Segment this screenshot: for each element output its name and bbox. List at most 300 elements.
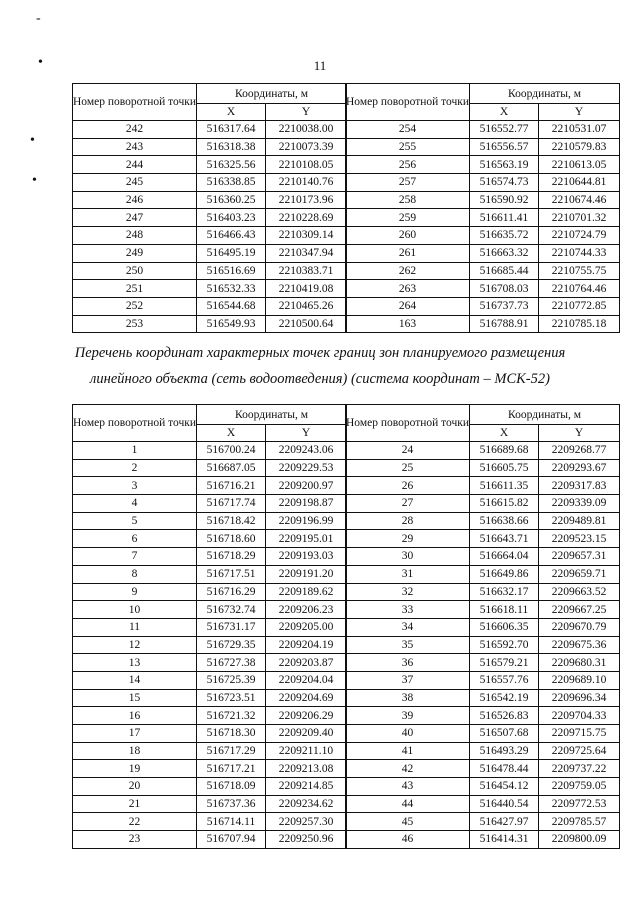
point-number: 10 [73, 601, 197, 619]
table-row [346, 244, 620, 262]
coordinates-table-1 [72, 83, 347, 333]
coord-y: 2209675.36 [539, 636, 620, 654]
table-row [346, 495, 620, 513]
coord-y: 2209198.87 [266, 495, 347, 513]
coord-x: 516542.19 [470, 689, 539, 707]
table-row [346, 565, 620, 583]
header-y: Y [266, 425, 347, 442]
point-number: 21 [73, 795, 197, 813]
table-row [73, 315, 347, 333]
coord-y: 2210701.32 [539, 209, 620, 227]
coord-x: 516732.74 [197, 601, 266, 619]
coord-y: 2209234.62 [266, 795, 347, 813]
coord-y: 2209696.34 [539, 689, 620, 707]
coord-y: 2209659.71 [539, 565, 620, 583]
header-coordinates: Координаты, м [470, 84, 620, 104]
point-number: 37 [346, 671, 470, 689]
point-number: 252 [73, 297, 197, 315]
table-row [73, 618, 347, 636]
point-number: 246 [73, 191, 197, 209]
coord-y: 2210755.75 [539, 262, 620, 280]
point-number: 263 [346, 280, 470, 298]
coord-y: 2210644.81 [539, 174, 620, 192]
coord-y: 2209680.31 [539, 654, 620, 672]
coord-x: 516318.38 [197, 138, 266, 156]
header-coordinates: Координаты, м [197, 84, 347, 104]
coord-x: 516716.29 [197, 583, 266, 601]
table-row [346, 742, 620, 760]
header-x: X [197, 425, 266, 442]
coord-y: 2210579.83 [539, 138, 620, 156]
coord-y: 2209213.08 [266, 760, 347, 778]
coord-y: 2210073.39 [266, 138, 347, 156]
point-number: 4 [73, 495, 197, 513]
table-row [73, 831, 347, 849]
coord-x: 516549.93 [197, 315, 266, 333]
coord-x: 516556.57 [470, 138, 539, 156]
coord-x: 516414.31 [470, 831, 539, 849]
header-y: Y [539, 425, 620, 442]
point-number: 46 [346, 831, 470, 849]
point-number: 5 [73, 512, 197, 530]
coord-y: 2209715.75 [539, 725, 620, 743]
point-number: 259 [346, 209, 470, 227]
coord-x: 516615.82 [470, 495, 539, 513]
coord-x: 516325.56 [197, 156, 266, 174]
table-row [73, 548, 347, 566]
coord-y: 2209800.09 [539, 831, 620, 849]
point-number: 38 [346, 689, 470, 707]
coord-x: 516544.68 [197, 297, 266, 315]
point-number: 256 [346, 156, 470, 174]
table-row [346, 725, 620, 743]
coord-y: 2210531.07 [539, 121, 620, 139]
coord-y: 2209209.40 [266, 725, 347, 743]
coord-x: 516478.44 [470, 760, 539, 778]
coord-y: 2209268.77 [539, 442, 620, 460]
coord-y: 2209195.01 [266, 530, 347, 548]
table-row [73, 707, 347, 725]
point-number: 245 [73, 174, 197, 192]
coord-x: 516687.05 [197, 459, 266, 477]
point-number: 13 [73, 654, 197, 672]
point-number: 261 [346, 244, 470, 262]
table-row [346, 138, 620, 156]
table-row [346, 191, 620, 209]
coord-y: 2209196.99 [266, 512, 347, 530]
point-number: 33 [346, 601, 470, 619]
coordinates-table-4 [345, 404, 620, 849]
table-row [73, 244, 347, 262]
coord-y: 2210108.05 [266, 156, 347, 174]
coordinates-table-2 [345, 83, 620, 333]
coord-x: 516605.75 [470, 459, 539, 477]
table-row [73, 280, 347, 298]
coord-x: 516440.54 [470, 795, 539, 813]
coord-x: 516574.73 [470, 174, 539, 192]
coord-y: 2209489.81 [539, 512, 620, 530]
point-number: 20 [73, 778, 197, 796]
table-row [73, 191, 347, 209]
point-number: 25 [346, 459, 470, 477]
coord-x: 516632.17 [470, 583, 539, 601]
table-row [73, 671, 347, 689]
coord-x: 516708.03 [470, 280, 539, 298]
point-number: 40 [346, 725, 470, 743]
coord-x: 516725.39 [197, 671, 266, 689]
header-coordinates: Координаты, м [470, 405, 620, 425]
point-number: 251 [73, 280, 197, 298]
coord-x: 516718.29 [197, 548, 266, 566]
table-row [73, 795, 347, 813]
table-row [346, 209, 620, 227]
coord-y: 2209206.29 [266, 707, 347, 725]
coord-x: 516454.12 [470, 778, 539, 796]
point-number: 36 [346, 654, 470, 672]
point-number: 250 [73, 262, 197, 280]
coord-y: 2209737.22 [539, 760, 620, 778]
coord-y: 2209785.57 [539, 813, 620, 831]
coord-y: 2209523.15 [539, 530, 620, 548]
point-number: 1 [73, 442, 197, 460]
coord-y: 2209293.67 [539, 459, 620, 477]
coord-x: 516718.30 [197, 725, 266, 743]
header-point-number: Номер поворотной точки [73, 84, 197, 121]
coord-x: 516727.38 [197, 654, 266, 672]
coord-x: 516611.41 [470, 209, 539, 227]
coord-y: 2209317.83 [539, 477, 620, 495]
table-row [73, 297, 347, 315]
coord-x: 516717.29 [197, 742, 266, 760]
table-row [73, 760, 347, 778]
table-row [73, 512, 347, 530]
margin-mark: • [30, 133, 35, 148]
coord-x: 516552.77 [470, 121, 539, 139]
margin-mark: - [36, 11, 41, 26]
point-number: 42 [346, 760, 470, 778]
coord-x: 516495.19 [197, 244, 266, 262]
point-number: 243 [73, 138, 197, 156]
coord-y: 2209725.64 [539, 742, 620, 760]
coord-y: 2209663.52 [539, 583, 620, 601]
table-row [346, 671, 620, 689]
table-row [73, 495, 347, 513]
coord-x: 516592.70 [470, 636, 539, 654]
coord-x: 516689.68 [470, 442, 539, 460]
table-row [73, 174, 347, 192]
point-number: 19 [73, 760, 197, 778]
coord-x: 516717.51 [197, 565, 266, 583]
coord-y: 2209189.62 [266, 583, 347, 601]
coord-x: 516317.64 [197, 121, 266, 139]
point-number: 39 [346, 707, 470, 725]
table-row [73, 209, 347, 227]
table-row [73, 654, 347, 672]
table-row [346, 831, 620, 849]
coord-y: 2209193.03 [266, 548, 347, 566]
coord-y: 2209257.30 [266, 813, 347, 831]
point-number: 18 [73, 742, 197, 760]
coord-y: 2209667.25 [539, 601, 620, 619]
table-row [346, 297, 620, 315]
point-number: 27 [346, 495, 470, 513]
table-row [346, 442, 620, 460]
coord-x: 516721.32 [197, 707, 266, 725]
table-row [73, 742, 347, 760]
point-number: 17 [73, 725, 197, 743]
table-row [73, 725, 347, 743]
coord-x: 516635.72 [470, 227, 539, 245]
table-row [73, 530, 347, 548]
coord-y: 2209250.96 [266, 831, 347, 849]
coord-x: 516718.42 [197, 512, 266, 530]
coord-x: 516664.04 [470, 548, 539, 566]
table-row [346, 618, 620, 636]
coord-x: 516526.83 [470, 707, 539, 725]
coord-x: 516723.51 [197, 689, 266, 707]
coord-x: 516717.21 [197, 760, 266, 778]
point-number: 249 [73, 244, 197, 262]
header-y: Y [539, 104, 620, 121]
table-row [73, 477, 347, 495]
header-point-number: Номер поворотной точки [346, 405, 470, 442]
point-number: 258 [346, 191, 470, 209]
margin-mark: • [32, 173, 37, 188]
coord-y: 2210173.96 [266, 191, 347, 209]
coord-x: 516618.11 [470, 601, 539, 619]
coord-x: 516718.09 [197, 778, 266, 796]
coord-y: 2210724.79 [539, 227, 620, 245]
point-number: 264 [346, 297, 470, 315]
point-number: 45 [346, 813, 470, 831]
table-row [73, 778, 347, 796]
coord-y: 2209204.69 [266, 689, 347, 707]
point-number: 26 [346, 477, 470, 495]
point-number: 253 [73, 315, 197, 333]
coord-x: 516649.86 [470, 565, 539, 583]
point-number: 34 [346, 618, 470, 636]
point-number: 28 [346, 512, 470, 530]
coord-y: 2210347.94 [266, 244, 347, 262]
coord-y: 2209772.53 [539, 795, 620, 813]
table-row [346, 530, 620, 548]
table-row [346, 548, 620, 566]
coord-x: 516532.33 [197, 280, 266, 298]
coord-y: 2209670.79 [539, 618, 620, 636]
coord-x: 516590.92 [470, 191, 539, 209]
coord-y: 2210419.08 [266, 280, 347, 298]
caption-line-2: линейного объекта (сеть водоотведения) (система координат – МСК-52) [90, 371, 550, 387]
coord-x: 516606.35 [470, 618, 539, 636]
coord-x: 516663.32 [470, 244, 539, 262]
table-row [346, 315, 620, 333]
table-row [346, 813, 620, 831]
table-row [346, 227, 620, 245]
table-row [346, 459, 620, 477]
table-row [73, 565, 347, 583]
table-row [73, 459, 347, 477]
header-x: X [470, 425, 539, 442]
page-number: 11 [313, 58, 327, 73]
table-row [73, 262, 347, 280]
coord-y: 2209339.09 [539, 495, 620, 513]
coord-y: 2210038.00 [266, 121, 347, 139]
point-number: 9 [73, 583, 197, 601]
table-row [73, 689, 347, 707]
point-number: 32 [346, 583, 470, 601]
point-number: 3 [73, 477, 197, 495]
coord-x: 516643.71 [470, 530, 539, 548]
coord-x: 516403.23 [197, 209, 266, 227]
coord-x: 516611.35 [470, 477, 539, 495]
coord-y: 2210383.71 [266, 262, 347, 280]
table-row [73, 156, 347, 174]
coord-y: 2209657.31 [539, 548, 620, 566]
caption-line-1: Перечень координат характерных точек границ зон планируемого размещения [74, 345, 566, 361]
point-number: 12 [73, 636, 197, 654]
coord-y: 2209689.10 [539, 671, 620, 689]
header-point-number: Номер поворотной точки [73, 405, 197, 442]
point-number: 44 [346, 795, 470, 813]
table-row [346, 512, 620, 530]
coord-x: 516737.73 [470, 297, 539, 315]
coord-y: 2209214.85 [266, 778, 347, 796]
table-row [73, 813, 347, 831]
coord-x: 516338.85 [197, 174, 266, 192]
coord-x: 516685.44 [470, 262, 539, 280]
table-row [346, 262, 620, 280]
table-row [346, 601, 620, 619]
point-number: 15 [73, 689, 197, 707]
point-number: 11 [73, 618, 197, 636]
coord-x: 516714.11 [197, 813, 266, 831]
point-number: 31 [346, 565, 470, 583]
coord-y: 2209759.05 [539, 778, 620, 796]
point-number: 260 [346, 227, 470, 245]
header-x: X [197, 104, 266, 121]
table-row [346, 583, 620, 601]
point-number: 14 [73, 671, 197, 689]
coord-y: 2209704.33 [539, 707, 620, 725]
margin-mark: • [38, 55, 43, 70]
table-row [73, 121, 347, 139]
point-number: 8 [73, 565, 197, 583]
header-x: X [470, 104, 539, 121]
coord-y: 2209243.06 [266, 442, 347, 460]
coord-x: 516717.74 [197, 495, 266, 513]
table-row [73, 583, 347, 601]
coord-y: 2210613.05 [539, 156, 620, 174]
coordinates-table-3 [72, 404, 347, 849]
point-number: 29 [346, 530, 470, 548]
point-number: 24 [346, 442, 470, 460]
coord-y: 2209204.19 [266, 636, 347, 654]
coord-x: 516493.29 [470, 742, 539, 760]
coord-y: 2210744.33 [539, 244, 620, 262]
coord-y: 2210500.64 [266, 315, 347, 333]
table-row [73, 601, 347, 619]
coord-x: 516579.21 [470, 654, 539, 672]
coord-x: 516716.21 [197, 477, 266, 495]
coord-x: 516507.68 [470, 725, 539, 743]
header-y: Y [266, 104, 347, 121]
table-row [346, 280, 620, 298]
coord-y: 2209200.97 [266, 477, 347, 495]
coord-y: 2210309.14 [266, 227, 347, 245]
table-row [73, 138, 347, 156]
coord-x: 516788.91 [470, 315, 539, 333]
table-row [346, 654, 620, 672]
point-number: 2 [73, 459, 197, 477]
point-number: 254 [346, 121, 470, 139]
point-number: 248 [73, 227, 197, 245]
coord-y: 2210140.76 [266, 174, 347, 192]
table-row [346, 760, 620, 778]
point-number: 43 [346, 778, 470, 796]
table-row [346, 156, 620, 174]
table-row [73, 636, 347, 654]
coord-x: 516360.25 [197, 191, 266, 209]
point-number: 262 [346, 262, 470, 280]
table-row [346, 477, 620, 495]
table-row [346, 121, 620, 139]
coord-x: 516563.19 [470, 156, 539, 174]
point-number: 7 [73, 548, 197, 566]
coord-y: 2209211.10 [266, 742, 347, 760]
coord-y: 2210228.69 [266, 209, 347, 227]
coord-y: 2209205.00 [266, 618, 347, 636]
coord-x: 516737.36 [197, 795, 266, 813]
coord-y: 2210785.18 [539, 315, 620, 333]
coord-x: 516466.43 [197, 227, 266, 245]
table-row [73, 227, 347, 245]
coord-x: 516731.17 [197, 618, 266, 636]
table-row [346, 795, 620, 813]
point-number: 257 [346, 174, 470, 192]
coord-x: 516557.76 [470, 671, 539, 689]
coord-y: 2209191.20 [266, 565, 347, 583]
coord-y: 2210764.46 [539, 280, 620, 298]
coord-y: 2209204.04 [266, 671, 347, 689]
table-row [346, 636, 620, 654]
table-row [346, 174, 620, 192]
coord-y: 2209203.87 [266, 654, 347, 672]
table-row [73, 442, 347, 460]
coord-y: 2209229.53 [266, 459, 347, 477]
point-number: 35 [346, 636, 470, 654]
table-row [346, 707, 620, 725]
point-number: 16 [73, 707, 197, 725]
coord-x: 516427.97 [470, 813, 539, 831]
header-coordinates: Координаты, м [197, 405, 347, 425]
coord-y: 2210465.26 [266, 297, 347, 315]
coord-y: 2210674.46 [539, 191, 620, 209]
coord-y: 2210772.85 [539, 297, 620, 315]
point-number: 163 [346, 315, 470, 333]
point-number: 255 [346, 138, 470, 156]
point-number: 242 [73, 121, 197, 139]
point-number: 247 [73, 209, 197, 227]
header-point-number: Номер поворотной точки [346, 84, 470, 121]
table-row [346, 778, 620, 796]
point-number: 244 [73, 156, 197, 174]
point-number: 6 [73, 530, 197, 548]
point-number: 30 [346, 548, 470, 566]
coord-y: 2209206.23 [266, 601, 347, 619]
coord-x: 516729.35 [197, 636, 266, 654]
point-number: 23 [73, 831, 197, 849]
point-number: 41 [346, 742, 470, 760]
